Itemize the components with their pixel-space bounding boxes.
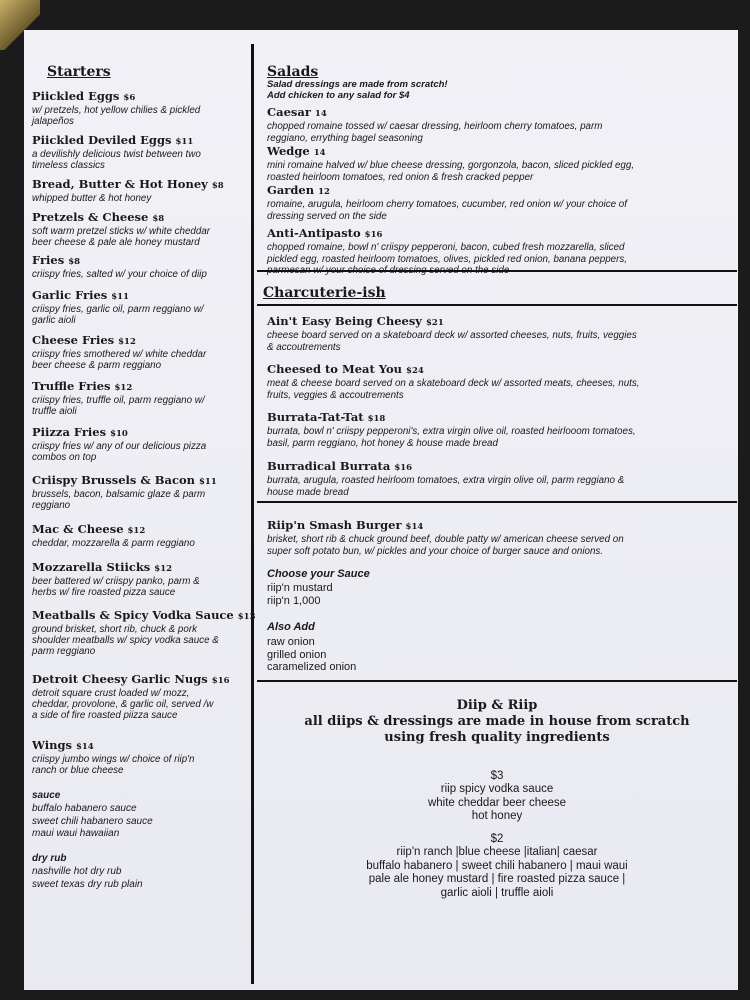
salads-note-chicken: Add chicken to any salad for $4 — [267, 90, 410, 101]
menu-item — [32, 606, 256, 657]
description-line: criispy fries w/ any of our delicious pizza — [32, 441, 207, 452]
dip-item: riip spicy vodka sauce — [440, 783, 554, 795]
menu-item — [32, 423, 252, 463]
menu-item — [32, 286, 252, 326]
charcuterie-title-underline — [257, 304, 737, 306]
description-line: criispy fries, garlic oil, parm reggiano w/ — [32, 304, 204, 315]
description-line: parm reggiano — [32, 646, 96, 657]
description-line: cheese board served on a skateboard deck w/ assorted cheeses, nuts, fruits, veggies — [267, 330, 637, 341]
dip-item: buffalo habanero | sweet chili habanero | maui waui — [366, 859, 628, 872]
description-line: brussels, bacon, balsamic glaze & parm — [32, 489, 206, 500]
charcuterie-title: Charcuterie-ish — [263, 285, 386, 301]
description-line: burrata, arugula, roasted heirloom tomatoes, extra virgin olive oil, parm reggiano & — [267, 475, 625, 486]
description-line: super soft potato bun, w/ pickles and your choice of burger sauce and onions. — [267, 545, 604, 557]
menu-item-description — [32, 441, 252, 463]
dip-item: garlic aioli | truffle aioli — [440, 886, 554, 899]
sauce-heading: sauce — [32, 790, 61, 801]
menu-item-description — [32, 576, 252, 598]
description-line: truffle aioli — [32, 406, 77, 417]
dips-title: Diip & Riip — [456, 698, 538, 713]
description-line: criispy fries, truffle oil, parm reggiano w/ — [32, 395, 205, 406]
menu-item-name: Pretzels & Cheese — [32, 210, 149, 224]
menu-item — [267, 408, 717, 449]
menu-item-name: Piickled Deviled Eggs — [32, 133, 172, 147]
description-line: burrata, bowl n' criispy pepperoni's, extra virgin olive oil, roasted heirlooom tomatoes, — [267, 426, 636, 437]
description-line: beer battered w/ criispy panko, parm & — [32, 576, 200, 587]
menu-item-name: Caesar — [267, 105, 311, 119]
description-line: shoulder meatballs w/ spicy vodka sauce & — [32, 635, 219, 646]
description-line: ground brisket, short rib, chuck & pork — [32, 624, 197, 635]
dips-list-2 — [257, 846, 737, 900]
menu-item-description — [267, 378, 717, 401]
dips-subtitle-2: using fresh quality ingredients — [384, 730, 610, 745]
dip-item: riip'n ranch |blue cheese |italian| caesar — [396, 846, 598, 858]
menu-item — [32, 251, 252, 280]
description-line: w/ pretzels, hot yellow chilies & pickled — [32, 105, 201, 116]
description-line: romaine, arugula, heirloom cherry tomatoes, cucumber, red onion w/ your choice of — [267, 199, 627, 210]
sauce-choice-heading: Choose your Sauce — [267, 568, 370, 580]
menu-item-description — [267, 330, 717, 353]
menu-item-name: Piizza Fries — [32, 425, 107, 439]
description-line: beer cheese & parm reggiano — [32, 360, 162, 371]
menu-item — [32, 670, 252, 721]
menu-item-price: $12 — [154, 564, 173, 574]
description-line: cheddar, provolone, & garlic oil, served /w — [32, 699, 214, 710]
description-line: reggiano — [32, 500, 71, 511]
menu-item-name: Mac & Cheese — [32, 522, 124, 536]
menu-item-price: 12 — [318, 187, 330, 197]
dry-rub-item: sweet texas dry rub plain — [32, 878, 143, 890]
description-line: & accoutrements — [267, 341, 341, 353]
description-line: soft warm pretzel sticks w/ white cheddar — [32, 226, 211, 237]
menu-item — [267, 142, 717, 183]
menu-item-price: $21 — [425, 318, 444, 328]
charcuterie-divider — [257, 501, 737, 503]
sauce-choice-item: riip'n 1,000 — [267, 594, 321, 607]
menu-item-name: Piickled Eggs — [32, 89, 120, 103]
menu-item-description — [32, 624, 252, 657]
menu-item-price: $12 — [127, 526, 146, 536]
sauce-choice-list — [267, 582, 333, 607]
sauce-item: sweet chili habanero sauce — [32, 815, 153, 827]
menu-item-description — [267, 426, 717, 449]
menu-item — [32, 520, 252, 549]
description-line: a devilishly delicious twist between two — [32, 149, 201, 160]
menu-item-name: Fries — [32, 253, 65, 267]
menu-item-price: $16 — [364, 230, 383, 240]
menu-item — [267, 360, 717, 401]
dips-price-2: $2 — [490, 833, 504, 845]
menu-item-name: Criispy Brussels & Bacon — [32, 473, 195, 487]
description-line: beer cheese & pale ale honey mustard — [32, 237, 200, 248]
dip-item: hot honey — [471, 810, 523, 822]
menu-item-name: Garlic Fries — [32, 288, 108, 302]
description-line: criispy jumbo wings w/ choice of riip'n — [32, 754, 195, 765]
dips-subtitle-1: all diips & dressings are made in house from scratch — [304, 714, 690, 729]
menu-item-price: 14 — [313, 148, 326, 158]
salads-note-scratch: Salad dressings are made from scratch! — [267, 79, 448, 90]
menu-item-price: $14 — [75, 742, 94, 752]
menu-item-description — [32, 226, 252, 248]
description-line: basil, parm reggiano, hot honey & house made bread — [267, 437, 498, 449]
menu-item-price: $8 — [211, 181, 224, 191]
menu-item-price: $6 — [123, 93, 136, 103]
menu-item-name: Meatballs & Spicy Vodka Sauce — [32, 608, 234, 622]
menu-item — [267, 457, 717, 498]
description-line: timeless classics — [32, 160, 105, 171]
sauce-item: buffalo habanero sauce — [32, 803, 137, 814]
menu-item — [267, 181, 717, 222]
description-line: a side of fire roasted piizza sauce — [32, 710, 178, 721]
menu-item-description — [32, 149, 252, 171]
burger-description — [267, 534, 717, 557]
menu-item-name: Anti-Antipasto — [267, 226, 361, 240]
menu-item — [32, 331, 252, 371]
description-line: brisket, short rib & chuck ground beef, double patty w/ american cheese served on — [267, 534, 624, 545]
menu-item-name: Truffle Fries — [32, 379, 111, 393]
menu-item-description — [267, 160, 717, 183]
menu-item — [32, 208, 252, 248]
menu-item-name: Cheese Fries — [32, 333, 115, 347]
starters-title: Starters — [47, 64, 111, 80]
menu-item-description — [32, 193, 252, 204]
menu-item-description — [32, 688, 252, 721]
menu-item-price: $8 — [152, 214, 165, 224]
menu-item-description — [32, 304, 252, 326]
description-line: pickled egg, roasted heirloom tomatoes, olives, pickled red onion, banana peppers, — [267, 253, 627, 265]
menu-item-name: Detroit Cheesy Garlic Nugs — [32, 672, 208, 686]
dry-rub-item: nashville hot dry rub — [32, 866, 122, 877]
menu-item — [32, 558, 252, 598]
description-line: fruits, veggies & accoutrements — [267, 389, 404, 401]
menu-item-description — [32, 105, 252, 127]
description-line: garlic aioli — [32, 315, 76, 326]
menu-item-description — [32, 269, 252, 280]
menu-item-name: Burradical Burrata — [267, 459, 391, 473]
menu-item — [32, 471, 252, 511]
burger-name: Riip'n Smash Burger — [267, 518, 402, 532]
burger-divider — [257, 680, 737, 682]
menu-item-price: $11 — [111, 292, 130, 302]
also-add-item: raw onion — [267, 636, 315, 648]
dips-price-3: $3 — [490, 770, 504, 782]
description-line: criispy fries, salted w/ your choice of diip — [32, 269, 207, 280]
menu-item-description — [267, 199, 717, 222]
description-line: roasted heirloom tomatoes, red onion & fresh cracked pepper — [267, 171, 534, 183]
menu-item-name: Cheesed to Meat You — [267, 362, 403, 376]
menu-item-price: $18 — [367, 414, 386, 424]
also-add-heading: Also Add — [267, 621, 315, 633]
menu-item-name: Bread, Butter & Hot Honey — [32, 177, 208, 191]
also-add-item: grilled onion — [267, 648, 327, 661]
menu-item-name: Ain't Easy Being Cheesy — [267, 314, 422, 328]
description-line: reggiano, errything bagel seasoning — [267, 132, 423, 144]
dry-rub-list — [32, 866, 143, 891]
menu-item-price: $11 — [175, 137, 194, 147]
dip-item: white cheddar beer cheese — [427, 796, 567, 809]
sauce-item: maui waui hawaiian — [32, 828, 120, 839]
dips-list-3 — [257, 783, 737, 824]
menu-item — [267, 312, 717, 353]
sauce-choice-item: riip'n mustard — [267, 582, 333, 594]
description-line: combos on top — [32, 452, 97, 463]
menu-item-description — [32, 489, 252, 511]
salads-title: Salads — [267, 64, 319, 80]
dry-rub-heading: dry rub — [32, 853, 67, 864]
menu-item-name: Wedge — [267, 144, 310, 158]
menu-item-price: $13 — [237, 612, 256, 622]
menu-item-name: Garden — [267, 183, 315, 197]
description-line: criispy fries smothered w/ white cheddar — [32, 349, 207, 360]
menu-item-price: $8 — [68, 257, 81, 267]
dip-item: pale ale honey mustard | fire roasted pizza sauce | — [368, 873, 626, 885]
menu-item-description — [267, 121, 717, 144]
menu-item — [32, 377, 252, 417]
menu-item — [32, 175, 252, 204]
menu-item — [32, 736, 252, 776]
description-line: meat & cheese board served on a skateboard deck w/ assorted meats, cheeses, nuts, — [267, 378, 640, 389]
menu-item-name: Mozzarella Stiicks — [32, 560, 151, 574]
menu-item-description — [32, 754, 252, 776]
menu-item-description — [267, 475, 717, 498]
description-line: mini romaine halved w/ blue cheese dressing, gorgonzola, bacon, sliced pickled egg, — [267, 160, 635, 171]
also-add-item: caramelized onion — [267, 661, 357, 673]
description-line: ranch or blue cheese — [32, 765, 124, 776]
description-line: dressing served on the side — [267, 210, 387, 222]
description-line: chopped romaine tossed w/ caesar dressing, heirloom cherry tomatoes, parm — [267, 121, 603, 132]
menu-item-price: $24 — [406, 366, 424, 376]
salads-divider — [257, 270, 737, 272]
salads-note — [267, 79, 448, 101]
menu-item-description — [32, 395, 252, 417]
menu-item — [32, 131, 252, 171]
menu-item-price: $11 — [199, 477, 217, 487]
sauce-list — [32, 803, 153, 841]
menu-item-name: Wings — [32, 738, 72, 752]
menu-item-price: 14 — [314, 109, 327, 119]
burger-price: $14 — [405, 522, 424, 532]
description-line: house made bread — [267, 486, 349, 498]
menu-item-name: Burrata-Tat-Tat — [267, 410, 364, 424]
description-line: jalapeños — [32, 116, 74, 127]
description-line: chopped romaine, bowl n' criispy pepperoni, bacon, cubed fresh mozzarella, sliced — [267, 242, 625, 253]
description-line: whipped butter & hot honey — [32, 193, 152, 204]
menu-item-price: $16 — [211, 676, 230, 686]
also-add-list — [267, 636, 356, 674]
menu-item-price: $12 — [114, 383, 133, 393]
description-line: herbs w/ fire roasted pizza sauce — [32, 587, 176, 598]
burger-item — [267, 516, 717, 557]
menu-item — [267, 224, 717, 277]
menu-item-price: $12 — [118, 337, 136, 347]
menu-item-price: $10 — [110, 429, 128, 439]
menu-item-price: $16 — [394, 463, 413, 473]
menu-item — [32, 87, 252, 127]
description-line: detroit square crust loaded w/ mozz, — [32, 688, 190, 699]
menu-item-description — [32, 349, 252, 371]
menu-page — [24, 30, 738, 990]
description-line: cheddar, mozzarella & parm reggiano — [32, 538, 195, 549]
menu-item-description — [32, 538, 252, 549]
menu-item — [267, 103, 717, 144]
